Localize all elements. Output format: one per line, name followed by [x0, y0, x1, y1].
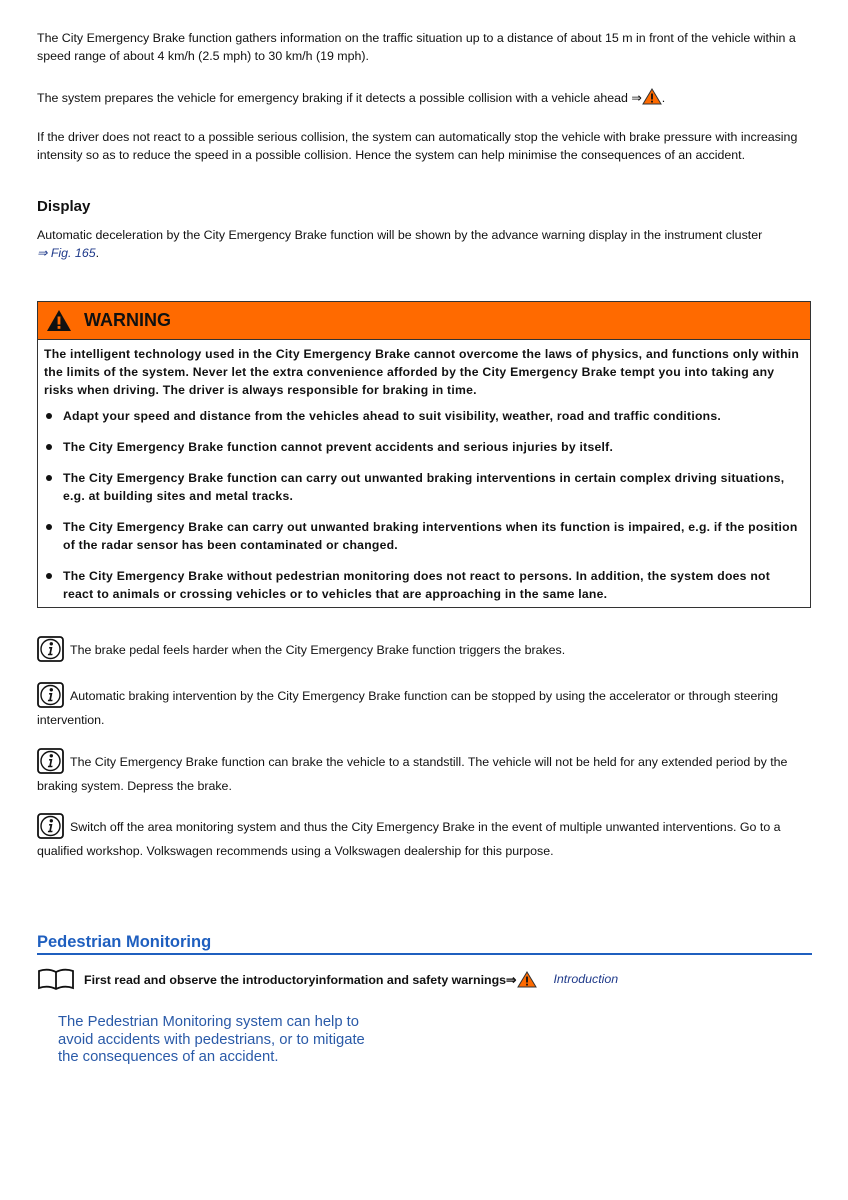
warning-body	[38, 340, 810, 603]
warning-item: Adapt your speed and distance from the vehicles ahead to suit visibility, weather, road and traffic conditions.	[44, 407, 804, 425]
display-text: Automatic deceleration by the City Emergency Brake function will be shown by the advance warning display in the instrument cluster	[37, 228, 763, 242]
warning-list	[44, 407, 804, 603]
info-icon	[37, 636, 64, 662]
warning-box	[37, 301, 811, 608]
read-first-row	[37, 968, 618, 990]
open-book-icon	[37, 968, 75, 990]
display-paragraph	[37, 226, 812, 262]
info-icon	[37, 748, 64, 774]
note-2-text: Automatic braking intervention by the City Emergency Brake function can be stopped by using the accelerator or through steering intervention.	[37, 689, 779, 727]
warning-title: WARNING	[84, 310, 171, 330]
note-2	[37, 682, 812, 732]
introduction-link[interactable]: Introduction	[553, 972, 619, 986]
note-1	[37, 636, 812, 662]
warning-item: The City Emergency Brake can carry out unwanted braking interventions when its function is impaired, e.g. if the position of the radar sensor has been contaminated or changed.	[44, 518, 804, 554]
warning-triangle-icon	[642, 88, 662, 105]
display-heading: Display	[37, 198, 91, 215]
intro-paragraph-2-text: The system prepares the vehicle for emergency braking if it detects a possible collision with a vehicle ahead	[37, 91, 628, 105]
info-icon	[37, 682, 64, 708]
info-icon	[37, 813, 64, 839]
pedestrian-intro: The Pedestrian Monitoring system can help to avoid accidents with pedestrians, or to mitigate the consequences of an accident.	[58, 1014, 365, 1065]
intro-paragraph-2-arrow: ⇒	[631, 91, 642, 105]
intro-paragraph-2-end: .	[661, 91, 666, 105]
display-text-end: .	[95, 246, 100, 260]
warning-lead: The intelligent technology used in the City Emergency Brake cannot overcome the laws of physics, and functions only within the limits of the system. Never let the extra convenience afforded by the City Emergency Brake tempt you into taking any risks when driving. The driver is always responsible for braking in time.	[44, 347, 800, 397]
warning-header	[38, 302, 810, 340]
note-3	[37, 748, 812, 798]
note-4	[37, 813, 812, 863]
pedestrian-monitoring-heading: Pedestrian Monitoring	[37, 933, 812, 955]
warning-triangle-icon	[46, 309, 72, 332]
warning-item: The City Emergency Brake function cannot prevent accidents and serious injuries by itself.	[44, 438, 804, 456]
note-3-text: The City Emergency Brake function can brake the vehicle to a standstill. The vehicle will not be held for any extended period by the braking system. Depress the brake.	[37, 755, 788, 793]
note-4-text: Switch off the area monitoring system and thus the City Emergency Brake in the event of multiple unwanted interventions. Go to a qualified workshop. Volkswagen recommends using a Volkswagen dealership for this purpose.	[37, 820, 781, 858]
warning-item: The City Emergency Brake without pedestrian monitoring does not react to persons. In addition, the system does not react to animals or crossing vehicles or to vehicles that are approaching in the same lane.	[44, 567, 804, 603]
intro-paragraph-3: If the driver does not react to a possible serious collision, the system can automatically stop the vehicle with brake pressure with increasing intensity so as to reduce the speed in a possible collision. Hence the system can help minimise the consequences of an accident.	[37, 130, 798, 162]
fig-reference-link[interactable]: ⇒ Fig. 165	[37, 246, 96, 260]
read-first-text: First read and observe the introductoryinformation and safety warnings⇒	[84, 972, 517, 987]
note-1-text: The brake pedal feels harder when the City Emergency Brake function triggers the brakes.	[70, 643, 566, 657]
intro-paragraph-1: The City Emergency Brake function gathers information on the traffic situation up to a distance of about 15 m in front of the vehicle within a speed range of about 4 km/h (2.5 mph) to 30 km/h (19 mph).	[37, 31, 796, 63]
warning-item: The City Emergency Brake function can carry out unwanted braking interventions in certain complex driving situations, e.g. at building sites and metal tracks.	[44, 469, 804, 505]
intro-paragraph-2	[37, 88, 812, 107]
warning-triangle-icon	[517, 971, 537, 988]
